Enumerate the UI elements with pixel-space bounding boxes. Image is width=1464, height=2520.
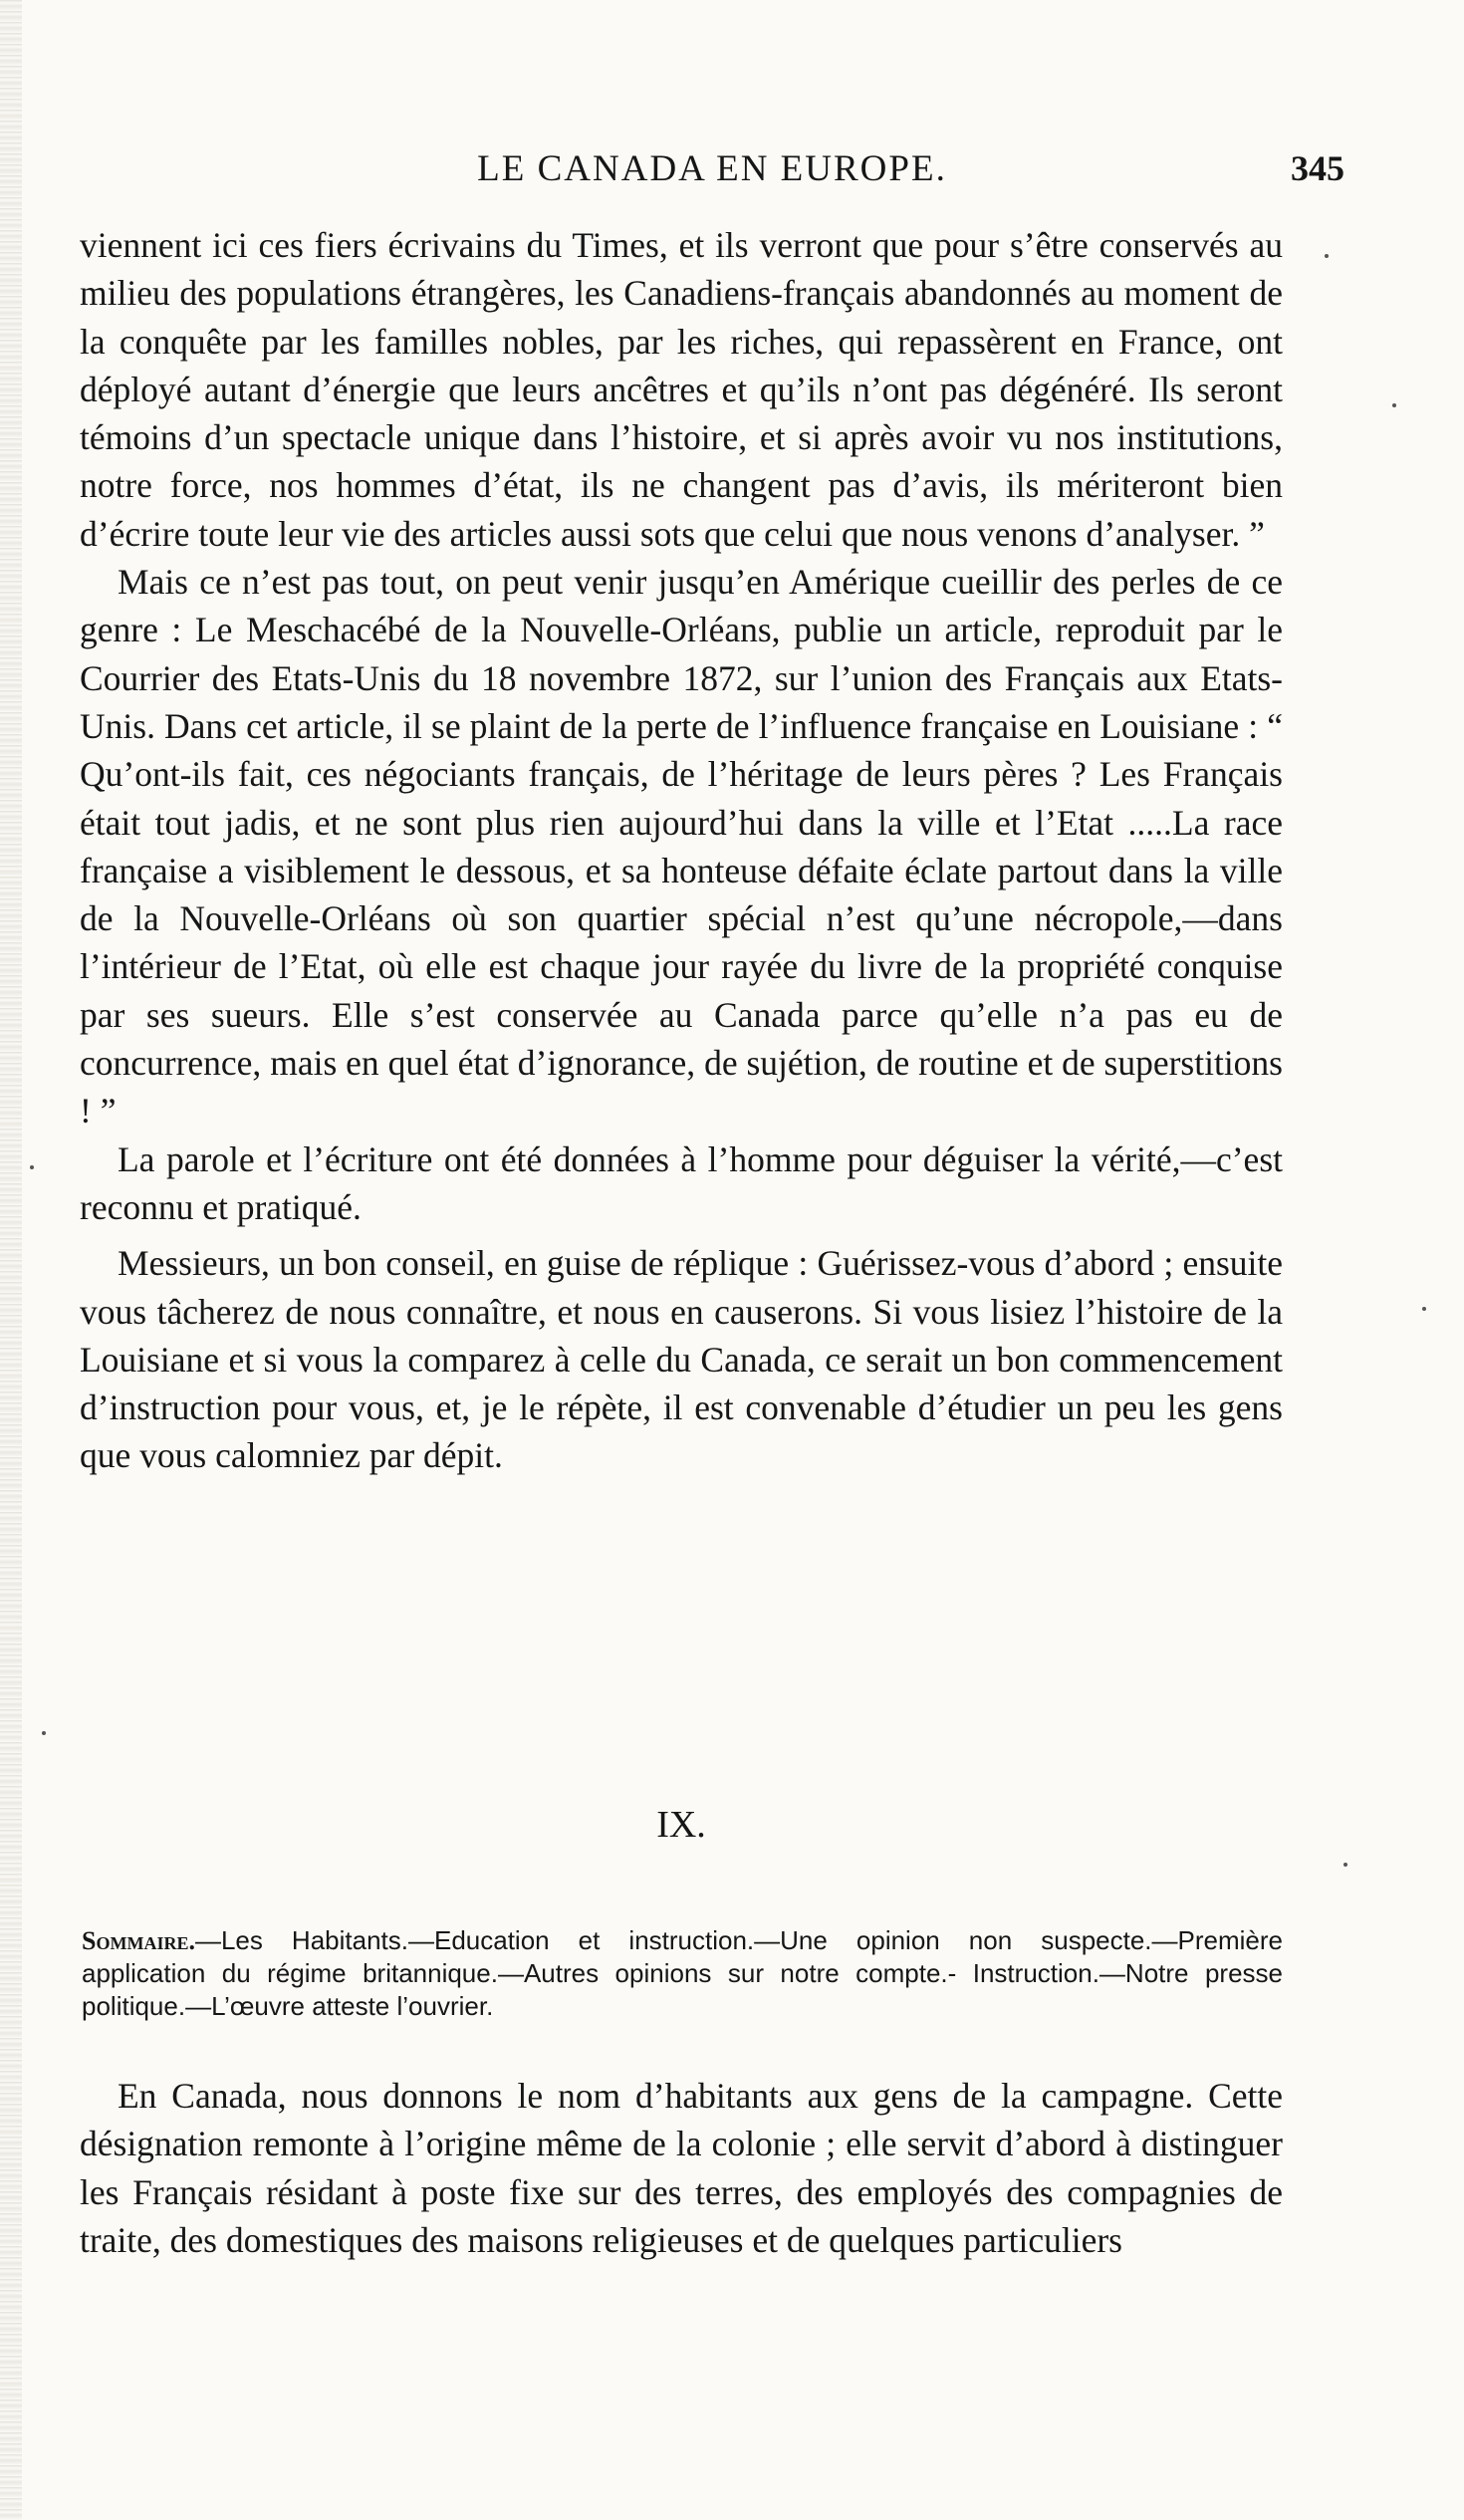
speck xyxy=(30,1165,34,1169)
summary-label: Sommaire. xyxy=(82,1926,195,1955)
running-title: LE CANADA EN EUROPE. xyxy=(477,148,947,189)
page-edge-shadow xyxy=(0,0,22,2520)
summary-text: —Les Habitants.—Education et instruction.—Une opinion non suspecte.—Première application du régime britannique.—Autres opinions sur notre compte.- Instruction.—Notre presse politique.—L’œuvre atteste l’ouvrier. xyxy=(82,1925,1283,2021)
paragraph-messieurs: Messieurs, un bon conseil, en guise de réplique : Guérissez-vous d’abord ; ensuite vous tâcherez de nous connaître, et nous en causerons. Si vous lisiez l’histoire de la Louisiane et si vous la comparez à celle du Canada, ce serait un bon commencement d’instruction pour vous, et, je le répète, il est convenable d’étudier un peu les gens que vous calomniez par dépit. xyxy=(80,1243,1283,1476)
speck xyxy=(1392,403,1396,407)
speck xyxy=(1325,254,1329,258)
body-text xyxy=(80,221,1283,1480)
speck xyxy=(1422,1307,1426,1311)
page-number: 345 xyxy=(1291,148,1344,188)
speck xyxy=(42,1731,46,1735)
section-summary xyxy=(82,1924,1283,2023)
section-heading: IX. xyxy=(656,1804,706,1846)
section-text xyxy=(80,2072,1283,2264)
page-header xyxy=(80,147,1344,197)
speck xyxy=(1343,1863,1347,1867)
paragraph-continuation: viennent ici ces fiers écrivains du Times, et ils verront que pour s’être conservés au milieu des populations étrangères, les Canadiens-français abandonnés au moment de la conquête par les familles nobles, par les riches, qui repassèrent en France, ont déployé autant d’énergie que leurs ancêtres et qu’ils n’ont pas dégénéré. Ils seront témoins d’un spectacle unique dans l’histoire, et si après avoir vu nos institutions, notre force, nos hommes d’état, ils ne changent pas d’avis, ils mériteront bien d’écrire toute leur vie des articles aussi sots que celui que nous venons d’analyser. ” xyxy=(80,225,1283,554)
paragraph-habitants: En Canada, nous donnons le nom d’habitants aux gens de la campagne. Cette désignation remonte à l’origine même de la colonie ; elle servit d’abord à distinguer les Français résidant à poste fixe sur des terres, des employés des compagnies de traite, des domestiques des maisons religieuses et de quelques particuliers xyxy=(80,2076,1283,2260)
paragraph-meschacebe: Mais ce n’est pas tout, on peut venir jusqu’en Amérique cueillir des perles de ce genre : Le Meschacébé de la Nouvelle-Orléans, publie un article, reproduit par le Courrier des Etats-Unis du 18 novembre 1872, sur l’union des Français aux Etats-Unis. Dans cet article, il se plaint de la perte de l’influence française en Louisiane : “ Qu’ont-ils fait, ces négociants français, de l’héritage de leurs pères ? Les Français était tout jadis, et ne sont plus rien aujourd’hui dans la ville et l’Etat .....La race française a visiblement le dessous, et sa honteuse défaite éclate partout dans la ville de la Nouvelle-Orléans où son quartier spécial n’est qu’une nécropole,—dans l’intérieur de l’Etat, où elle est chaque jour rayée du livre de la propriété conquise par ses sueurs. Elle s’est conservée au Canada parce qu’elle n’a pas eu de concurrence, mais en quel état d’ignorance, de sujétion, de routine et de superstitions ! ” xyxy=(80,562,1283,1132)
paragraph-parole: La parole et l’écriture ont été données à l’homme pour déguiser la vérité,—c’est reconnu et pratiqué. xyxy=(80,1138,1283,1227)
